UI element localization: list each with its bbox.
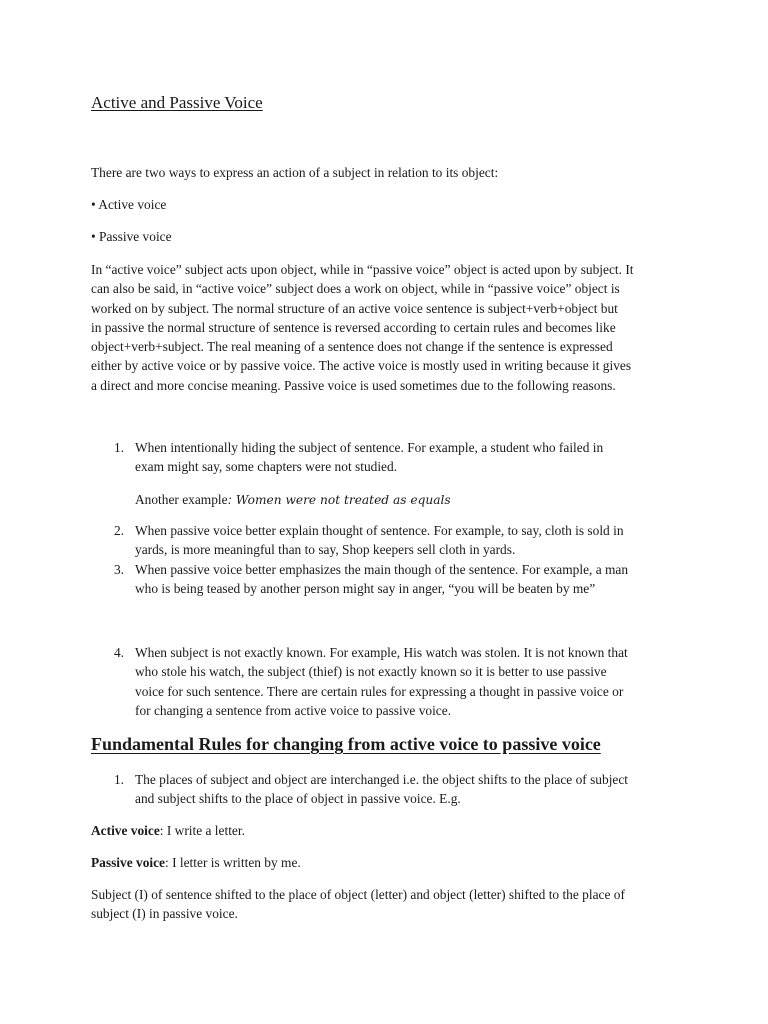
list-number: 2. xyxy=(113,523,124,538)
list-item-reason-3 xyxy=(135,560,655,599)
list-item-reason-4 xyxy=(135,643,655,720)
another-example-colon: : xyxy=(227,492,233,507)
list-item-line: voice for such sentence. There are certain rules for expressing a thought in passive voice or xyxy=(135,683,624,699)
list-number: 1. xyxy=(113,772,124,787)
intro-text: There are two ways to express an action of a subject in relation to its object: xyxy=(91,165,499,180)
list-item-line: and subject shifts to the place of object in passive voice. E.g. xyxy=(135,791,461,807)
active-voice-text: : I write a letter. xyxy=(159,823,245,838)
active-voice-label: Active voice xyxy=(91,823,160,838)
another-example xyxy=(135,490,451,510)
passive-voice-label: Passive voice xyxy=(91,855,166,870)
paragraph-line: can also be said, in “active voice” subject does a work on object, while in “passive voice” object is xyxy=(91,281,620,297)
section-heading: Fundamental Rules for changing from active voice to passive voice xyxy=(91,734,601,754)
paragraph-line: object+verb+subject. The real meaning of a sentence does not change if the sentence is expressed xyxy=(91,339,613,355)
another-example-text: Women were not treated as equals xyxy=(232,493,451,507)
list-item-line: When intentionally hiding the subject of sentence. For example, a student who failed in xyxy=(135,440,604,455)
bullet-passive-voice: • Passive voice xyxy=(91,229,172,244)
list-number: 4. xyxy=(113,645,124,660)
paragraph-line: either by active voice or by passive voice. The active voice is mostly used in writing because it gives xyxy=(91,358,632,374)
another-example-label: Another example xyxy=(135,492,228,507)
document-title: Active and Passive Voice xyxy=(91,93,263,112)
list-number: 1. xyxy=(113,440,124,455)
list-item-line: The places of subject and object are interchanged i.e. the object shifts to the place of subject xyxy=(135,772,629,787)
paragraph-line: worked on by subject. The normal structure of an active voice sentence is subject+verb+object but xyxy=(91,300,618,316)
list-item-line: When subject is not exactly known. For example, His watch was stolen. It is not known that xyxy=(135,645,628,660)
list-item-line: When passive voice better explain thought of sentence. For example, to say, cloth is sold in xyxy=(135,523,624,538)
list-item-line: who is being teased by another person might say in anger, “you will be beaten by me” xyxy=(135,581,596,597)
paragraph-line: in passive the normal structure of sentence is reversed according to certain rules and becomes like xyxy=(91,319,616,335)
passive-voice-example xyxy=(91,853,301,872)
paragraph-line: Subject (I) of sentence shifted to the place of object (letter) and object (letter) shifted to the place of xyxy=(91,887,625,902)
list-item-line: yards, is more meaningful than to say, Shop keepers sell cloth in yards. xyxy=(135,542,516,558)
explanation-paragraph xyxy=(91,260,681,395)
list-item-line: who stole his watch, the subject (thief) is not exactly known so it is better to use passive xyxy=(135,664,607,680)
active-voice-example xyxy=(91,821,245,840)
paragraph-line: a direct and more concise meaning. Passive voice is used sometimes due to the following reasons. xyxy=(91,377,616,393)
paragraph-line: In “active voice” subject acts upon object, while in “passive voice” object is acted upon by subject. It xyxy=(91,262,634,277)
list-item-line: exam might say, some chapters were not studied. xyxy=(135,459,398,475)
list-number: 3. xyxy=(113,562,124,577)
paragraph-line: subject (I) in passive voice. xyxy=(91,906,238,922)
list-item-rule-1 xyxy=(135,770,695,809)
list-item-reason-1 xyxy=(135,438,655,477)
bullet-active-voice: • Active voice xyxy=(91,197,167,212)
closing-paragraph xyxy=(91,885,681,924)
list-item-reason-2 xyxy=(135,521,655,560)
list-item-line: When passive voice better emphasizes the main though of the sentence. For example, a man xyxy=(135,562,629,577)
passive-voice-text: : I letter is written by me. xyxy=(165,855,301,870)
list-item-line: for changing a sentence from active voice to passive voice. xyxy=(135,702,452,718)
